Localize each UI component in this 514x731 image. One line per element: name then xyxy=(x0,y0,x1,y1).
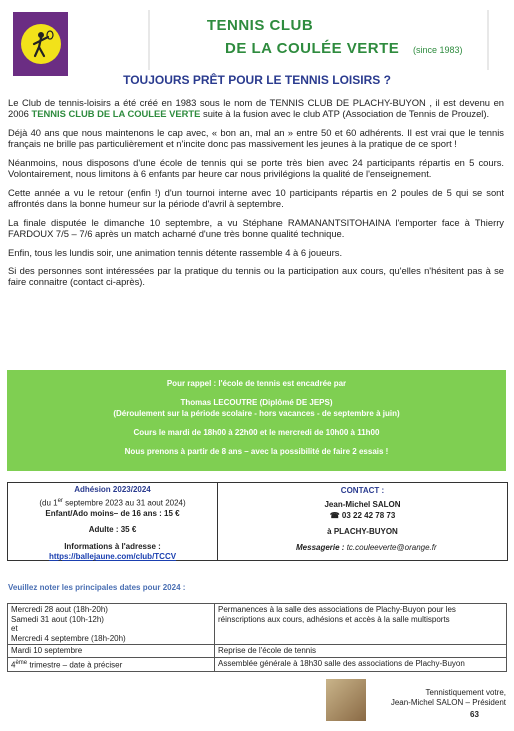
contact-name: Jean-Michel SALON xyxy=(324,500,401,509)
paragraph: Cette année a vu le retour (enfin !) d'un tournoi interne avec 10 participants répartis en 2 poules de 5 qui se sont affrontés dans la bonne humeur sur la période d'avril à septembre. xyxy=(8,186,504,209)
school-schedule: Cours le mardi de 18h00 à 22h00 et le mercredi de 10h00 à 11h00 xyxy=(133,428,380,437)
date-cell: Mardi 10 septembre xyxy=(8,645,215,658)
paragraph: La finale disputée le dimanche 10 septembre, a vu Stéphane RAMANANTSITOHAINA l'emporter face à Thierry FARDOUX 7/5 – 7/6 après un match acharné d'une très bonne qualité technique. xyxy=(8,216,504,239)
contact-phone: ☎ 03 22 42 78 73 xyxy=(329,511,396,520)
article-body xyxy=(8,97,504,295)
contact-section xyxy=(218,485,507,553)
info-label: Informations à l'adresse : xyxy=(64,541,161,551)
school-period: (Déroulement sur la période scolaire - hors vacances - de septembre à juin) xyxy=(113,409,400,418)
table-row xyxy=(8,604,507,645)
date-cell: 4ème trimestre – date à préciser xyxy=(8,657,215,671)
paragraph: Si des personnes sont intéressées par la pratique du tennis ou la participation aux cours, qu'elles n'hésitent pas à se faire connaitre (contact ci-après). xyxy=(8,265,504,288)
table-row xyxy=(8,645,507,658)
coach-name: Thomas LECOUTRE (Diplômé DE JEPS) xyxy=(180,398,333,407)
tennis-school-box xyxy=(7,370,506,471)
signature-greeting: Tennistiquement votre, xyxy=(425,688,506,697)
event-cell: Permanences à la salle des associations de Plachy-Buyon pour les réinscriptions aux cours, adhésions et accès à la salle multisports xyxy=(215,604,507,645)
paragraph: Enfin, tous les lundis soir, une animation tennis détente rassemble 4 à 6 joueurs. xyxy=(8,246,343,258)
paragraph: Déjà 40 ans que nous maintenons le cap avec, « bon an, mal an » entre 50 et 60 adhérents. Il est vrai que le tennis français ne brille pas particulièrement et n'incite donc pas massivement les jeunes à la pratique de ce sport ! xyxy=(8,126,504,150)
president-photo xyxy=(326,679,366,721)
membership-title: Adhésion 2023/2024 xyxy=(74,485,151,494)
school-reminder: Pour rappel : l'école de tennis est encadrée par xyxy=(166,379,347,388)
youth-price: Enfant/Ado moins– de 16 ans : 15 € xyxy=(45,508,180,518)
date-cell: Mercredi 28 aout (18h-20h) Samedi 31 aout (10h-12h) et Mercredi 4 septembre (18h-20h) xyxy=(8,604,215,645)
club-title-line2: DE LA COULÉE VERTE xyxy=(225,40,400,57)
contact-email: Messagerie : tc.couleeverte@orange.fr xyxy=(296,543,437,552)
contact-title: CONTACT : xyxy=(340,486,385,495)
page-number: 63 xyxy=(470,710,479,719)
membership-period: (du 1er septembre 2023 au 31 aout 2024) xyxy=(39,497,186,508)
event-cell: Assemblée générale à 18h30 salle des associations de Plachy-Buyon xyxy=(215,657,507,671)
signature-name: Jean-Michel SALON – Président xyxy=(390,698,506,707)
page-subtitle: TOUJOURS PRÊT POUR LE TENNIS LOISIRS ? xyxy=(123,73,391,87)
contact-city: à PLACHY-BUYON xyxy=(327,527,398,536)
email-address[interactable]: tc.couleeverte@orange.fr xyxy=(346,543,437,552)
table-row xyxy=(8,657,507,671)
paragraph-text: suite à la fusion avec le club ATP (Association de Tennis de Prouzel). xyxy=(200,108,490,120)
club-title-line1: TENNIS CLUB xyxy=(206,17,314,34)
signature xyxy=(370,688,506,708)
paragraph xyxy=(8,97,504,119)
club-website-link[interactable]: https://ballejaune.com/club/TCCV xyxy=(48,552,177,562)
paragraph-text: Le Club de tennis-loisirs a été créé en 1983 sous le nom de TENNIS CLUB DE PLACHY-BUYON , il est devenu en 2006 xyxy=(8,97,504,120)
dates-heading: Veuillez noter les principales dates pour 2024 : xyxy=(8,583,186,592)
membership-section xyxy=(8,485,217,563)
since-label: (since 1983) xyxy=(413,45,463,55)
club-name-highlight: TENNIS CLUB DE LA COULEE VERTE xyxy=(31,108,201,120)
adult-price: Adulte : 35 € xyxy=(88,525,137,535)
membership-contact-box xyxy=(7,482,508,561)
paragraph: Néanmoins, nous disposons d'une école de tennis qui se porte très bien avec 24 participants répartis en 5 cours. Volontairement, nous limitons à 6 enfants par heure car nous privilégions la qualité de l'enseignement. xyxy=(8,156,504,180)
dates-table xyxy=(7,603,507,672)
event-cell: Reprise de l'école de tennis xyxy=(215,645,507,658)
school-age-info: Nous prenons à partir de 8 ans – avec la possibilité de faire 2 essais ! xyxy=(124,447,389,456)
